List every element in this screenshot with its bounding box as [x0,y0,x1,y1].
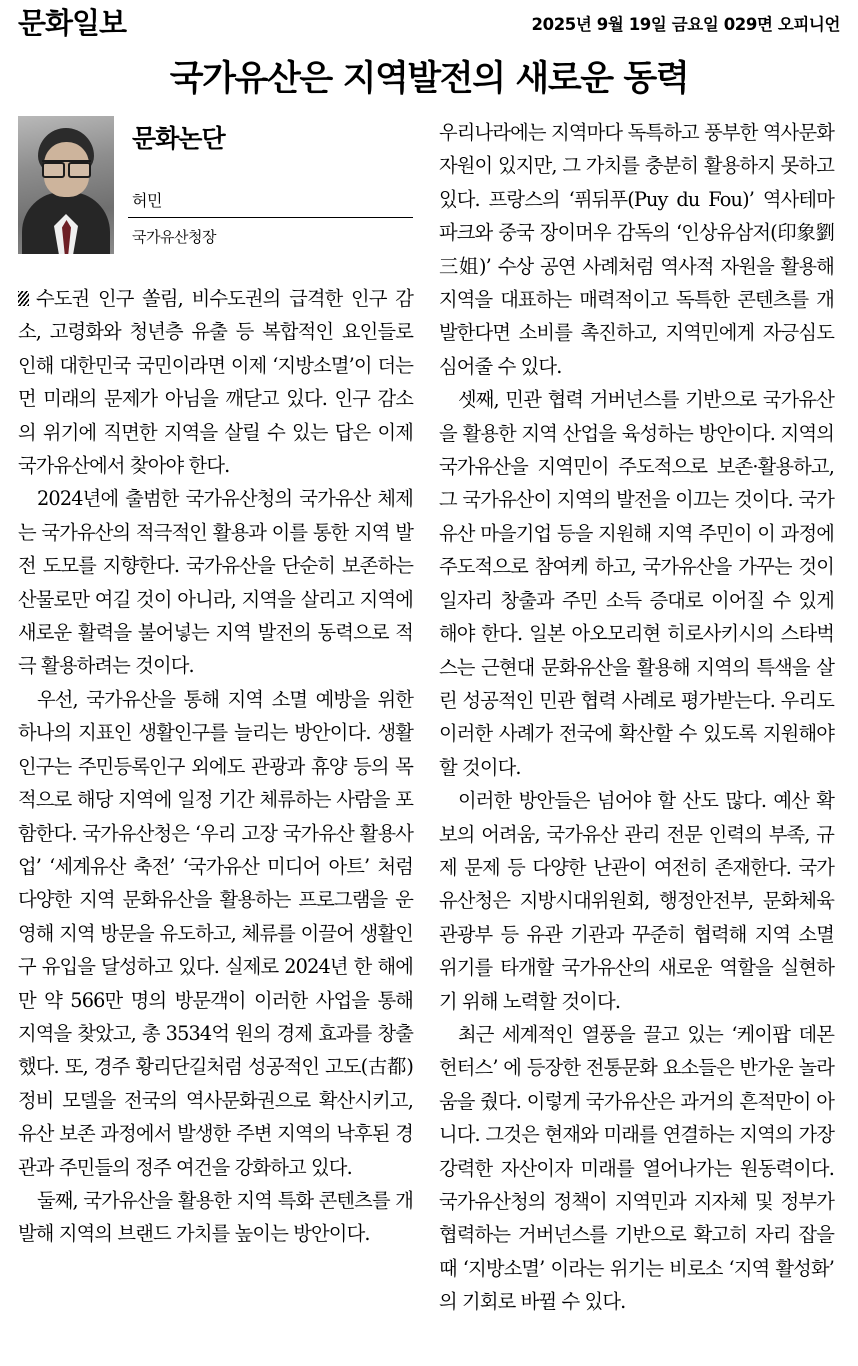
paper-name: 문화일보 [18,6,127,40]
paragraph: 이러한 방안들은 넘어야 할 산도 많다. 예산 확보의 어려움, 국가유산 관리 전문 인력의 부족, 규제 문제 등 다양한 난관이 여전히 존재한다. 국가유산청은 지방시대위원회, 행정안전부, 문화체육관광부 등 유관 기관과 꾸준히 협력해 지역 소멸 위기를 타개할 국가유산의 새로운 역할을 실현하기 위해 노력할 것이다. [439,789,834,1013]
issue-date-line: 2025년 9월 19일 금요일 029면 오피니언 [531,15,840,34]
paragraph: 셋째, 민관 협력 거버넌스를 기반으로 국가유산을 활용한 지역 산업을 육성하는 방안이다. 지역의 국가유산을 지역민이 주도적으로 보존·활용하고, 그 국가유산이 지역의 발전을 이끄는 것이다. 국가유산 마을기업 등을 지원해 지역 주민이 이 과정에 주도적으로 참여케 하고, 국가유산을 가꾸는 것이 일자리 창출과 주민 소득 증대로 이어질 수 있게 해야 한다. 일본 아오모리현 히로사키시의 스타벅스는 근현대 문화유산을 활용해 지역의 특색을 살린 성공적인 민관 협력 사례로 평가받는다. 우리도 이러한 사례가 전국에 확산할 수 있도록 지원해야 할 것이다. [439,388,834,779]
author-title: 국가유산청장 [132,228,216,246]
byline-divider [128,217,413,218]
byline-text [128,116,413,247]
paragraph: 둘째, 국가유산을 활용한 지역 특화 콘텐츠를 개발해 지역의 브랜드 가치를 높이는 방안이다. [18,1188,413,1246]
paragraph: 최근 세계적인 열풍을 끌고 있는 ‘케이팝 데몬 헌터스’ 에 등장한 전통문화 요소들은 반가운 놀라움을 줬다. 이렇게 국가유산은 과거의 흔적만이 아니다. 그것은 현재와 미래를 연결하는 지역의 가장 강력한 자산이자 미래를 열어나가는 원동력이다. 국가유산청의 정책이 지역민과 지자체 및 정부가 협력하는 거버넌스를 기반으로 확고히 자리 잡을 때 ‘지방소멸’ 이라는 위기는 비로소 ‘지역 활성화’ 의 기회로 바뀔 수 있다. [439,1022,834,1314]
paragraph: 우리나라에는 지역마다 독특하고 풍부한 역사문화 자원이 있지만, 그 가치를 충분히 활용하지 못하고 있다. 프랑스의 ‘퓌뒤푸(Puy du Fou)’ 역사테마파크와 중국 장이머우 감독의 ‘인상유삼저(印象劉三姐)’ 수상 공연 사례처럼 역사적 자원을 활용해 지역을 대표하는 매력적이고 독특한 콘텐츠를 개발한다면 소비를 촉진하고, 지역민에게 자긍심도 심어줄 수 있다. [439,121,834,378]
paragraph-text: 수도권 인구 쏠림, 비수도권의 급격한 인구 감소, 고령화와 청년층 유출 등 복합적인 요인들로 인해 대한민국 국민이라면 이제 ‘지방소멸’이 더는 먼 미래의 문제가 아님을 깨닫고 있다. 인구 감소의 위기에 직면한 지역을 살릴 수 있는 답은 이제 국가유산에서 찾아야 한다. [18,287,413,478]
lead-mark-icon [18,291,29,306]
author-portrait [18,116,114,254]
paragraph [18,282,413,482]
author-name: 허민 [132,191,162,210]
paragraph: 우선, 국가유산을 통해 지역 소멸 예방을 위한 하나의 지표인 생활인구를 늘리는 방안이다. 생활인구는 주민등록인구 외에도 관광과 휴양 등의 목적으로 해당 지역에 일정 기간 체류하는 사람을 포함한다. 국가유산청은 ‘우리 고장 국가유산 활용사업’ ‘세계유산 축전’ ‘국가유산 미디어 아트’ 처럼 다양한 지역 문화유산을 활용하는 프로그램을 운영해 지역 방문을 유도하고, 체류를 이끌어 생활인구 유입을 달성하고 있다. 실제로 2024년 한 해에만 약 566만 명의 방문객이 이러한 사업을 통해 지역을 찾았고, 총 3534억 원의 경제 효과를 창출했다. 또, 경주 황리단길처럼 성공적인 고도(古都) 정비 모델을 전국의 역사문화권으로 확산시키고, 유산 보존 과정에서 발생한 주변 지역의 낙후된 경관과 주민들의 정주 여건을 강화하고 있다. [18,687,413,1179]
left-column [18,116,413,1251]
article-columns [18,116,840,1319]
masthead [18,8,840,42]
article-headline: 국가유산은 지역발전의 새로운 동력 [169,58,689,99]
column-title: 문화논단 [132,124,225,153]
paragraph: 2024년에 출범한 국가유산청의 국가유산 체제는 국가유산의 적극적인 활용과 이를 통한 지역 발전 도모를 지향한다. 국가유산을 단순히 보존하는 산물로만 여길 것이 아니라, 지역을 살리고 지역에 새로운 활력을 불어넣는 지역 발전의 동력으로 적극 활용하려는 것이다. [18,487,413,678]
byline-block [18,116,413,266]
right-column [439,116,834,1319]
